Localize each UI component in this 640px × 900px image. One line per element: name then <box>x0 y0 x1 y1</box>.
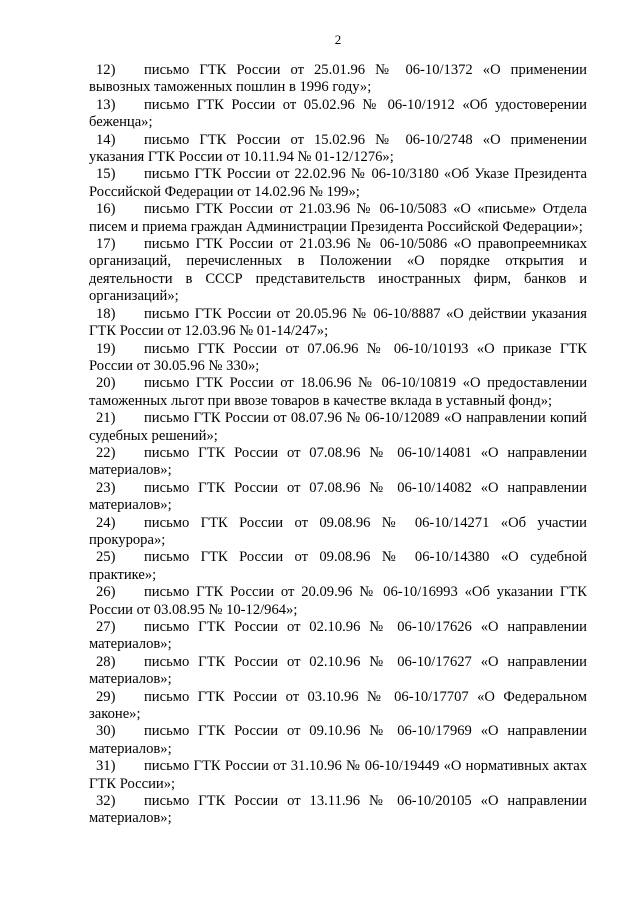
item-number: 15) <box>96 166 116 183</box>
item-number: 18) <box>96 305 116 322</box>
item-text: письмо ГТК России от 20.09.96 № 06-10/16993 «Об указании ГТК России от 03.08.95 № 10-12/964»; <box>89 584 587 618</box>
list-item <box>89 480 587 515</box>
item-number: 30) <box>96 723 116 740</box>
item-number: 14) <box>96 131 116 148</box>
page-number: 2 <box>334 32 342 47</box>
item-text: письмо ГТК России от 07.08.96 № 06-10/14082 «О направлении материалов»; <box>89 479 587 514</box>
list-item <box>89 793 587 828</box>
list-item <box>89 236 587 306</box>
list-item <box>89 166 587 201</box>
item-number: 23) <box>96 479 116 496</box>
item-text: письмо ГТК России от 21.03.96 № 06-10/5083 «О «письме» Отдела писем и приема граждан Администрации Президента Российской Федерации»; <box>89 201 587 235</box>
item-number: 29) <box>96 688 116 705</box>
item-text: письмо ГТК России от 22.02.96 № 06-10/3180 «Об Указе Президента Российской Федерации от 14.02.96 № 199»; <box>89 166 587 200</box>
list-item <box>89 132 587 167</box>
list-item <box>89 341 587 376</box>
list-item <box>89 375 587 410</box>
item-number: 24) <box>96 514 116 531</box>
list-item <box>89 97 587 132</box>
list-item <box>89 445 587 480</box>
item-number: 16) <box>96 201 116 218</box>
list-item <box>89 549 587 584</box>
item-text: письмо ГТК России от 07.08.96 № 06-10/14081 «О направлении материалов»; <box>89 444 587 479</box>
item-text: письмо ГТК России от 15.02.96 № 06-10/2748 «О применении указания ГТК России от 10.11.94 № 01-12/1276»; <box>89 131 587 166</box>
item-number: 20) <box>96 375 116 392</box>
list-item <box>89 515 587 550</box>
list-item <box>89 584 587 619</box>
item-number: 21) <box>96 410 116 427</box>
item-number: 19) <box>96 340 116 357</box>
letters-list <box>89 62 587 828</box>
list-item <box>89 758 587 793</box>
item-text: письмо ГТК России от 02.10.96 № 06-10/17627 «О направлении материалов»; <box>89 653 587 688</box>
item-number: 27) <box>96 619 116 635</box>
item-number: 22) <box>96 444 116 461</box>
item-text: письмо ГТК России от 31.10.96 № 06-10/19449 «О нормативных актах ГТК России»; <box>89 758 587 792</box>
list-item <box>89 306 587 341</box>
item-number: 28) <box>96 653 116 670</box>
item-text: письмо ГТК России от 05.02.96 № 06-10/1912 «Об удостоверении беженца»; <box>89 96 587 131</box>
item-number: 26) <box>96 584 116 601</box>
list-item <box>89 62 587 97</box>
item-text: письмо ГТК России от 21.03.96 № 06-10/5086 «О правопреемниках организаций, перечисленных в Положении «О порядке открытия и деятельности в СССР представительств иностранных фирм, банков и организаций»; <box>89 236 587 305</box>
item-number: 13) <box>96 96 116 113</box>
list-item <box>89 689 587 724</box>
list-item <box>89 723 587 758</box>
list-item <box>89 201 587 236</box>
list-item <box>89 619 587 654</box>
item-text: письмо ГТК России от 02.10.96 № 06-10/17626 «О направлении материалов»; <box>89 619 587 653</box>
list-item <box>89 654 587 689</box>
item-text: письмо ГТК России от 18.06.96 № 06-10/10819 «О предоставлении таможенных льгот при ввозе товаров в качестве вклада в уставный фонд»; <box>89 375 587 409</box>
item-text: письмо ГТК России от 08.07.96 № 06-10/12089 «О направлении копий судебных решений»; <box>89 410 587 444</box>
item-text: письмо ГТК России от 13.11.96 № 06-10/20105 «О направлении материалов»; <box>89 793 587 827</box>
item-number: 12) <box>96 62 116 78</box>
item-text: письмо ГТК России от 09.08.96 № 06-10/14271 «Об участии прокурора»; <box>89 514 587 548</box>
item-text: письмо ГТК России от 20.05.96 № 06-10/8887 «О действии указания ГТК России от 12.03.96 № 01-14/247»; <box>89 305 587 340</box>
item-text: письмо ГТК России от 07.06.96 № 06-10/10193 «О приказе ГТК России от 30.05.96 № 330»; <box>89 340 587 374</box>
item-text: письмо ГТК России от 03.10.96 № 06-10/17707 «О Федеральном законе»; <box>89 688 587 723</box>
list-item <box>89 410 587 445</box>
item-text: письмо ГТК России от 09.10.96 № 06-10/17969 «О направлении материалов»; <box>89 723 587 757</box>
item-number: 31) <box>96 758 116 775</box>
item-number: 25) <box>96 549 116 566</box>
item-number: 32) <box>96 793 116 810</box>
item-number: 17) <box>96 236 116 253</box>
item-text: письмо ГТК России от 09.08.96 № 06-10/14380 «О судебной практике»; <box>89 549 587 583</box>
item-text: письмо ГТК России от 25.01.96 № 06-10/1372 «О применении вывозных таможенных пошлин в 1996 году»; <box>89 62 587 96</box>
